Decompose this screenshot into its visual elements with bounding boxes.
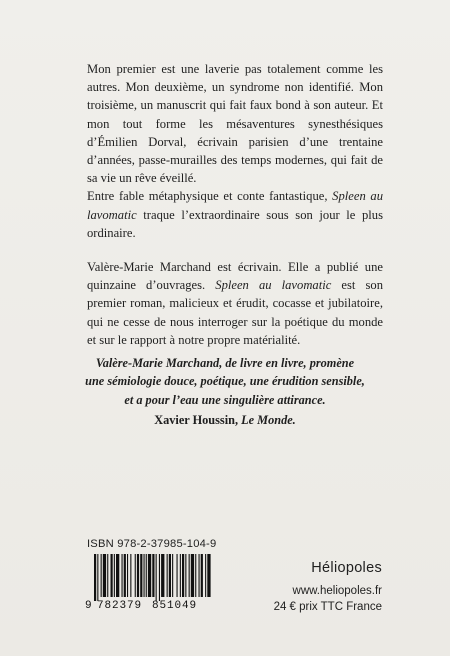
blurb-paragraph-2: Entre fable métaphysique et conte fantastique, Spleen au lavomatic traque l’extraordinaire sous son jour le plus ordinaire. [87, 189, 384, 240]
barcode-bar [103, 554, 106, 597]
barcode-bar [185, 554, 186, 597]
barcode-bar [140, 554, 142, 597]
barcode-bar [122, 554, 123, 597]
press-quote [60, 354, 390, 430]
blurb-paragraph-1: Mon premier est une laverie pas totalement comme les autres. Mon deuxième, un syndrome non identifié. Mon troisième, un manuscrit qui fait faux bond à son auteur. Et mon tout forme les mésaventures synesthésiques d’Émilien Dorval, écrivain parisien d’une trentaine d’années, passe-murailles des temps modernes, qui fait de sa vie un rêve éveillé. [87, 62, 383, 186]
book-title: Spleen au lavomatic [215, 278, 332, 293]
barcode-bar [127, 554, 128, 597]
barcode [84, 554, 212, 610]
barcode-bar [144, 554, 145, 597]
barcode-bar [201, 554, 203, 597]
barcode-bar [207, 554, 210, 597]
barcode-bar [177, 554, 178, 597]
barcode-bar [172, 554, 173, 597]
barcode-bar [111, 554, 113, 597]
book-blurb [87, 60, 383, 349]
barcode-bar [195, 554, 196, 597]
isbn-number: ISBN 978-2-37985-104-9 [87, 538, 217, 550]
barcode-digit-first: 9 [85, 600, 92, 610]
barcode-digits-left: 782379 [97, 600, 143, 610]
quote-line: une sémiologie douce, poétique, une érudition sensible, [85, 374, 365, 389]
barcode-bar [152, 554, 154, 597]
quote-line: Valère-Marie Marchand, de livre en livre, promène [95, 356, 355, 370]
publisher-block [274, 560, 382, 613]
barcode-bar [156, 554, 157, 601]
barcode-bar [169, 554, 171, 597]
barcode-bar [137, 554, 139, 597]
publisher-name: Héliopoles [311, 560, 382, 576]
quote-source: Le Monde. [241, 413, 296, 428]
barcode-bar [107, 554, 108, 597]
barcode-bar [161, 554, 164, 597]
barcode-bar [199, 554, 200, 597]
barcode-bar [135, 554, 136, 597]
book-title: Spleen au lavomatic [87, 189, 384, 222]
quote-line: et a pour l’eau une singulière attirance. [124, 392, 326, 407]
barcode-bar [116, 554, 119, 597]
barcode-bar [94, 554, 96, 601]
barcode-bar [182, 554, 184, 597]
barcode-bar [189, 554, 190, 597]
barcode-bar [148, 554, 151, 597]
barcode-digits-right: 851049 [152, 600, 198, 610]
quote-attribution: Xavier Houssin, Le Monde. [154, 413, 296, 428]
barcode-bar [146, 554, 147, 597]
price: 24 € prix TTC France [273, 601, 382, 613]
barcode-bar [114, 554, 115, 597]
barcode-bar [130, 554, 131, 597]
barcode-bar [124, 554, 126, 597]
barcode-bar [159, 554, 160, 601]
publisher-website: www.heliopoles.fr [292, 585, 382, 597]
barcode-bar [97, 554, 98, 601]
barcode-bar [167, 554, 168, 597]
barcode-bar [101, 554, 102, 597]
author-bio: Valère-Marie Marchand est écrivain. Elle a publié une quinzaine d’ouvrages. Spleen au lavomatic est son premier roman, malicieux et érudit, cocasse et jubilatoire, qui ne cesse de nous interroger sur la poétique du monde et sur le rapport à notre propre matérialité. [87, 260, 384, 347]
barcode-bar [180, 554, 181, 597]
barcode-bar [191, 554, 194, 597]
barcode-bar [205, 554, 206, 597]
